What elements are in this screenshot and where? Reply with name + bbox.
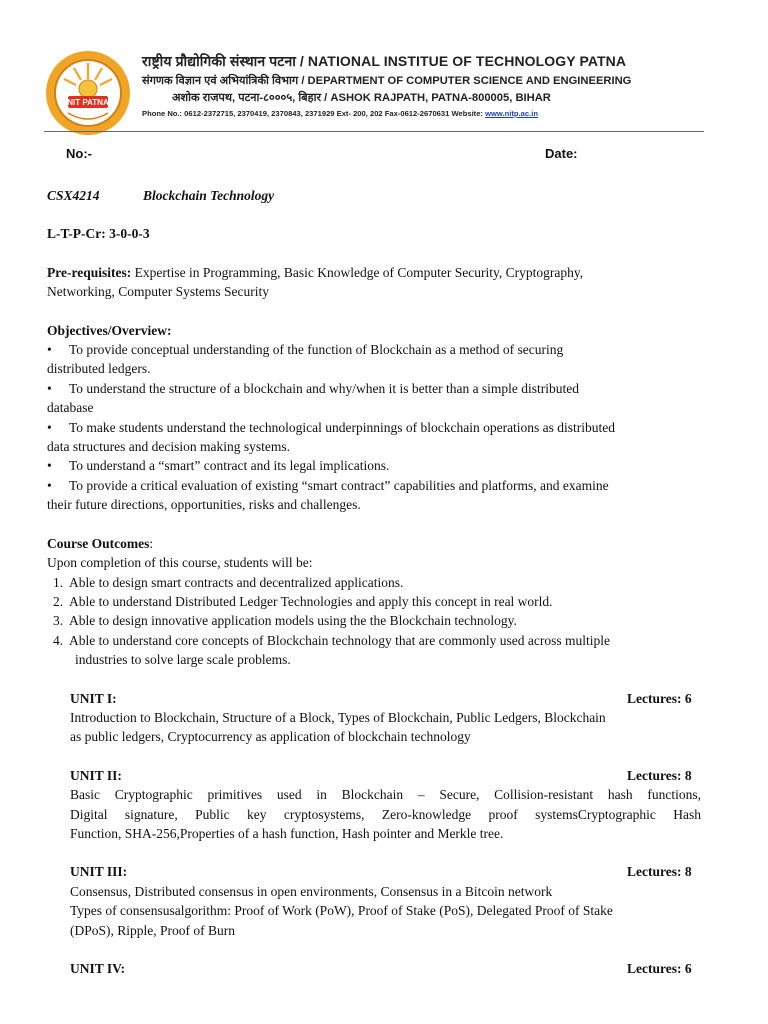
list-item: • To provide a critical evaluation of existing “smart contract” capabilities and platforms, and examine their future directions, opportunities, risks and challenges.	[47, 477, 609, 513]
unit-2: UNIT II: Lectures: 8 Basic Cryptographic primitives used in Blockchain – Secure, Collision-resistant hash functions, Digital signature, Public key cryptosystems, Zero-knowledge proof systemsCryptographic Hash Function, SHA-256,Properties of a hash function, Hash pointer and Merkle tree.	[70, 767, 701, 841]
ltpc: L-T-P-Cr: 3-0-0-3	[47, 226, 150, 242]
unit-4	[70, 959, 701, 978]
outcomes-list	[47, 573, 707, 670]
date-label: Date:	[545, 146, 578, 161]
list-item: 2. Able to understand Distributed Ledger Technologies and apply this concept in real world.	[53, 593, 553, 609]
institute-name: राष्ट्रीय प्रौद्योगिकी संस्थान पटना / NATIONAL INSTITUE OF TECHNOLOGY PATNA	[142, 53, 627, 69]
document-body	[47, 186, 707, 978]
outcomes-heading: Course Outcomes:	[47, 535, 154, 551]
course-title: Blockchain Technology	[143, 188, 275, 203]
unit-title: UNIT III:	[70, 864, 128, 880]
unit-3: UNIT III: Lectures: 8 Consensus, Distributed consensus in open environments, Consensus in a Bitcoin network Types of consensusalgorithm: Proof of Work (PoW), Proof of Stake (PoS), Delegated Proof of Stake (DPoS), Ripple, Proof of Burn	[70, 862, 701, 940]
list-item: 4. Able to understand core concepts of Blockchain technology that are commonly used across multiple industries to solve large scale problems.	[53, 632, 610, 668]
institute-logo	[44, 49, 132, 137]
unit-title: UNIT II:	[70, 767, 122, 783]
unit-title: UNIT IV:	[70, 961, 126, 976]
unit-1: UNIT I: Lectures: 6 Introduction to Blockchain, Structure of a Block, Types of Blockchain, Public Ledgers, Blockchain as public ledgers, Cryptocurrency as application of blockchain technology	[70, 689, 701, 747]
objectives-list	[47, 340, 707, 515]
list-item: • To make students understand the technological underpinnings of blockchain operations as distributed data structures and decision making systems.	[47, 419, 616, 455]
list-item: • To understand a “smart” contract and its legal implications.	[47, 458, 390, 474]
logo-text: NIT PATNA	[67, 98, 109, 107]
unit-lectures: Lectures: 8	[627, 767, 692, 783]
unit-lectures: Lectures: 6	[627, 690, 692, 706]
no-label: No:-	[66, 146, 92, 161]
unit-lectures: Lectures: 6	[627, 961, 692, 976]
list-item: 3. Able to design innovative application models using the the Blockchain technology.	[53, 613, 517, 629]
unit-title: UNIT I:	[70, 690, 117, 706]
department-name: संगणक विज्ञान एवं अभियांत्रिकी विभाग / DEPARTMENT OF COMPUTER SCIENCE AND ENGINEERING	[142, 75, 632, 87]
outcomes-intro: Upon completion of this course, students will be:	[47, 555, 313, 571]
unit-lectures: Lectures: 8	[627, 864, 692, 880]
course-code: CSX4214	[47, 188, 100, 203]
course-title-line	[47, 186, 707, 205]
institute-address: अशोक राजपथ, पटना-८०००५, बिहार / ASHOK RAJPATH, PATNA-800005, BIHAR	[172, 92, 551, 104]
list-item: 1. Able to design smart contracts and decentralized applications.	[53, 574, 404, 590]
list-item: • To understand the structure of a blockchain and why/when it is better than a simple distributed database	[47, 380, 580, 416]
website-link[interactable]: www.nitp.ac.in	[485, 109, 538, 118]
header-divider	[44, 131, 704, 132]
list-item: • To provide conceptual understanding of the function of Blockchain as a method of securing distributed ledgers.	[47, 342, 564, 377]
contact-line: Phone No.: 0612-2372715, 2370419, 2370843, 2371929 Ext- 200, 202 Fax-0612-2670631 Website: www.nitp.ac.in	[142, 109, 538, 118]
objectives-heading: Objectives/Overview:	[47, 322, 172, 338]
prerequisites: Pre-requisites: Expertise in Programming, Basic Knowledge of Computer Security, Cryptography, Networking, Computer Systems Security	[47, 264, 584, 300]
letterhead	[44, 44, 704, 134]
